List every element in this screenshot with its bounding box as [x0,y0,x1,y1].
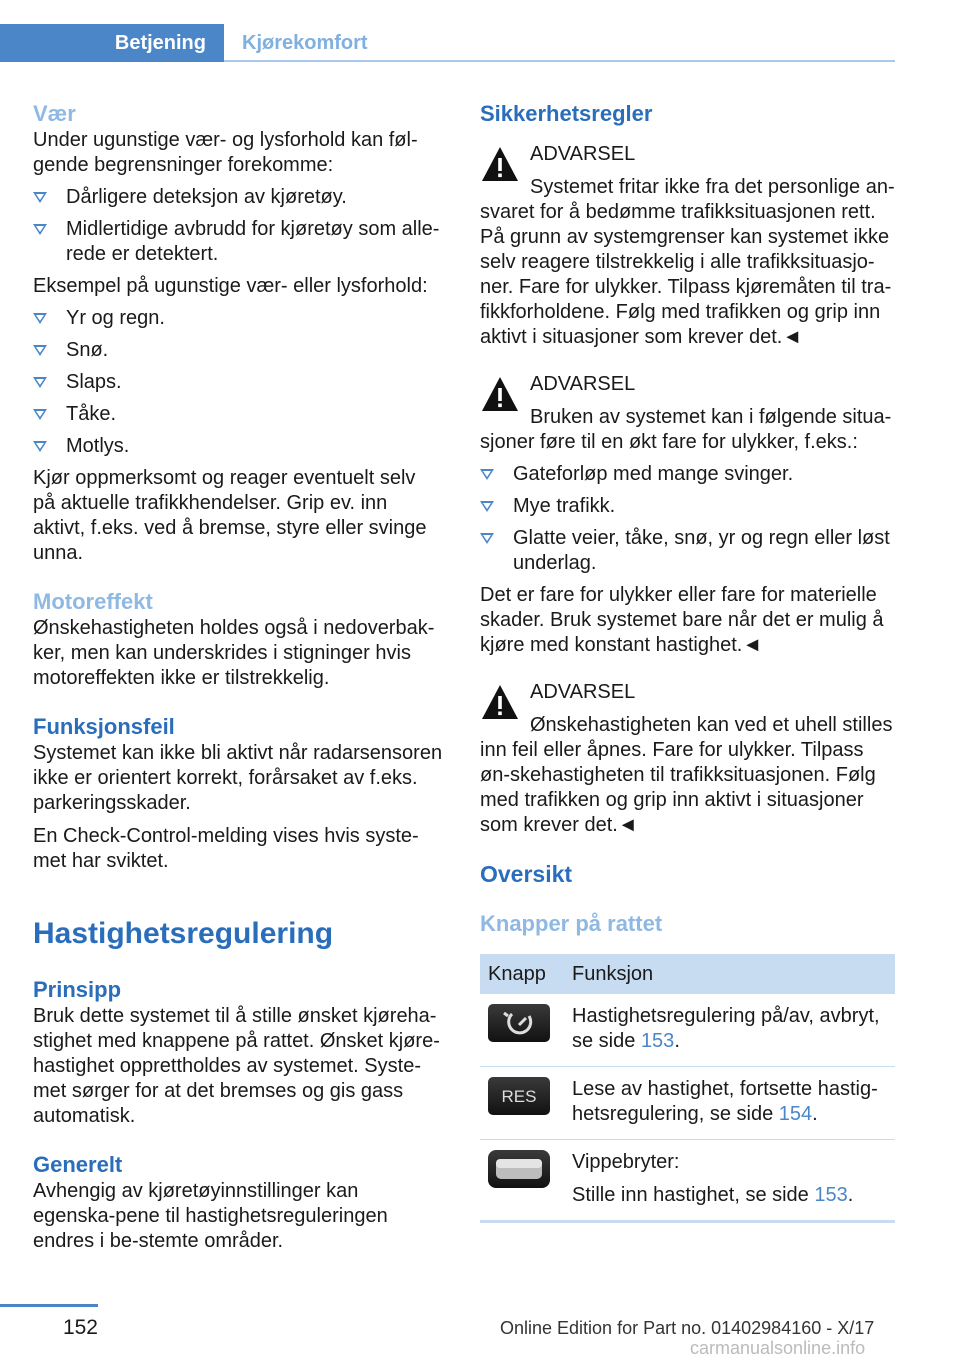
fault-text-1: Systemet kan ikke bli aktivt når radarsensoren ikke er orientert korrekt, forårsaket av f.eks. parkeringsskader. [33,742,443,814]
column-header: Knapp [480,954,564,994]
watermark: carmanualsonline.info [690,1338,866,1358]
warning-block-2 [480,372,895,455]
triangle-bullet-icon [33,224,47,235]
vaer-list [33,185,443,267]
list-item: Glatte veier, tåke, snø, yr og regn eller løst underlag. [480,526,895,576]
section-title-knapper: Knapper på rattet [480,911,663,936]
page-link[interactable]: 153 [814,1184,848,1206]
right-column [480,100,895,1223]
res-button-icon: RES [488,1077,550,1115]
table-row: Hastighetsregulering på/av, avbryt, se side 153. [480,994,895,1067]
warning-triangle-icon [480,374,520,414]
section-title-oversikt: Oversikt [480,861,573,887]
table-row: Vippebryter: Stille inn hastighet, se side 153. [480,1140,895,1222]
warning-block-1 [480,142,895,350]
page-number: 152 [62,1316,98,1339]
rocker-switch-icon [488,1150,550,1188]
triangle-bullet-icon [480,469,494,480]
list-item: Mye trafikk. [480,494,895,519]
triangle-bullet-icon [33,345,47,356]
vaer-intro: Under ugunstige vær- og lysforhold kan føl-gende begrensninger forekomme: [33,129,418,176]
list-item: Gateforløp med mange svinger. [480,462,895,487]
triangle-bullet-icon [480,501,494,512]
general-text: Avhengig av kjøretøyinnstillinger kan egenska-pene til hastighetsreguleringen endres i be-stemte områder. [33,1180,388,1252]
triangle-bullet-icon [33,192,47,203]
list-item: Dårligere deteksjon av kjøretøy. [33,185,443,210]
section-title-generelt: Generelt [33,1152,123,1177]
list-item: Snø. [33,338,443,363]
warning-text: Systemet fritar ikke fra det personlige an-svaret for å bedømme trafikksituasjonen rett. På grunn av systemgrenser kan systemet ikke selv reagere tilstrekkelig i alle trafikksituasjo-ner. Fare for ulykker. Tilpass kjøremåten til tra-fikkforholdene. Følg med trafikken og grip inn aktivt i situasjoner som krever det.◄ [480,176,895,348]
warning-triangle-icon [480,144,520,184]
list-item: Yr og regn. [33,306,443,331]
warning-block-3 [480,680,895,838]
example-intro: Eksempel på ugunstige vær- eller lysforhold: [33,275,428,297]
list-item: Slaps. [33,370,443,395]
triangle-bullet-icon [33,313,47,324]
fault-text-2: En Check-Control-melding vises hvis syste-met har sviktet. [33,825,419,872]
section-title-funksjonsfeil: Funksjonsfeil [33,714,175,739]
column-header: Funksjon [564,954,895,994]
warning-heading: ADVARSEL [530,373,636,395]
table-header-row [480,954,895,994]
cruise-control-button-icon [488,1004,550,1042]
buttons-table [480,954,895,1223]
warning-heading: ADVARSEL [530,681,636,703]
warning-text: Bruken av systemet kan i følgende situa-sjoner føre til en økt fare for ulykker, f.eks.: [480,406,892,453]
left-column [33,100,443,1254]
triangle-bullet-icon [33,377,47,388]
tab-underline [224,60,895,62]
warning-heading: ADVARSEL [530,143,636,165]
triangle-bullet-icon [33,441,47,452]
section-title-prinsipp: Prinsipp [33,977,122,1002]
list-item: Tåke. [33,402,443,427]
page-title: Hastighetsregulering [33,917,334,950]
section-title-sikkerhetsregler: Sikkerhetsregler [480,101,653,126]
principle-text: Bruk dette systemet til å stille ønsket kjøreha-stighet med knappene på rattet. Ønsket kjøre-hastighet opprettholdes av systemet. Syste-met sørger for at det bremses og gis gass automatisk. [33,1005,440,1127]
table-row: RES Lese av hastighet, fortsette hastig-hetsregulering, se side 154. [480,1067,895,1140]
example-list [33,306,443,459]
tab-betjening[interactable]: Betjening [0,24,224,62]
triangle-bullet-icon [480,533,494,544]
section-title-motoreffekt: Motoreffekt [33,589,153,614]
motor-text: Ønskehastigheten holdes også i nedoverbak-ker, men kan underskrides i stigninger hvis motoreffekten ikke er tilstrekkelig. [33,617,435,689]
triangle-bullet-icon [33,409,47,420]
edition-text: Online Edition for Part no. 01402984160 - X/17 [500,1318,875,1338]
example-outro: Kjør oppmerksomt og reager eventuelt selv på aktuelle trafikkhendelser. Grip ev. inn aktivt, f.eks. ved å bremse, styre eller svinge unna. [33,467,427,564]
warning-list [480,462,895,576]
section-title-vaer: Vær [33,101,76,126]
page-link[interactable]: 153 [640,1030,675,1052]
warning-outro: Det er fare for ulykker eller fare for materielle skader. Bruk systemet bare når det er mulig å kjøre med konstant hastighet.◄ [480,584,884,656]
list-item: Motlys. [33,434,443,459]
list-item: Midlertidige avbrudd for kjøretøy som alle-rede er detektert. [33,217,443,267]
footer-rule [0,1304,98,1307]
header-tabs [0,0,895,62]
page-link[interactable]: 154 [778,1103,813,1125]
warning-triangle-icon [480,682,520,722]
warning-text: Ønskehastigheten kan ved et uhell stilles inn feil eller åpnes. Fare for ulykker. Tilpass øn-skehastigheten til trafikksituasjonen. Følg med trafikken og grip inn aktivt i situasjoner som krever det.◄ [480,714,893,836]
tab-kjorekomfort[interactable]: Kjørekomfort [242,31,368,54]
